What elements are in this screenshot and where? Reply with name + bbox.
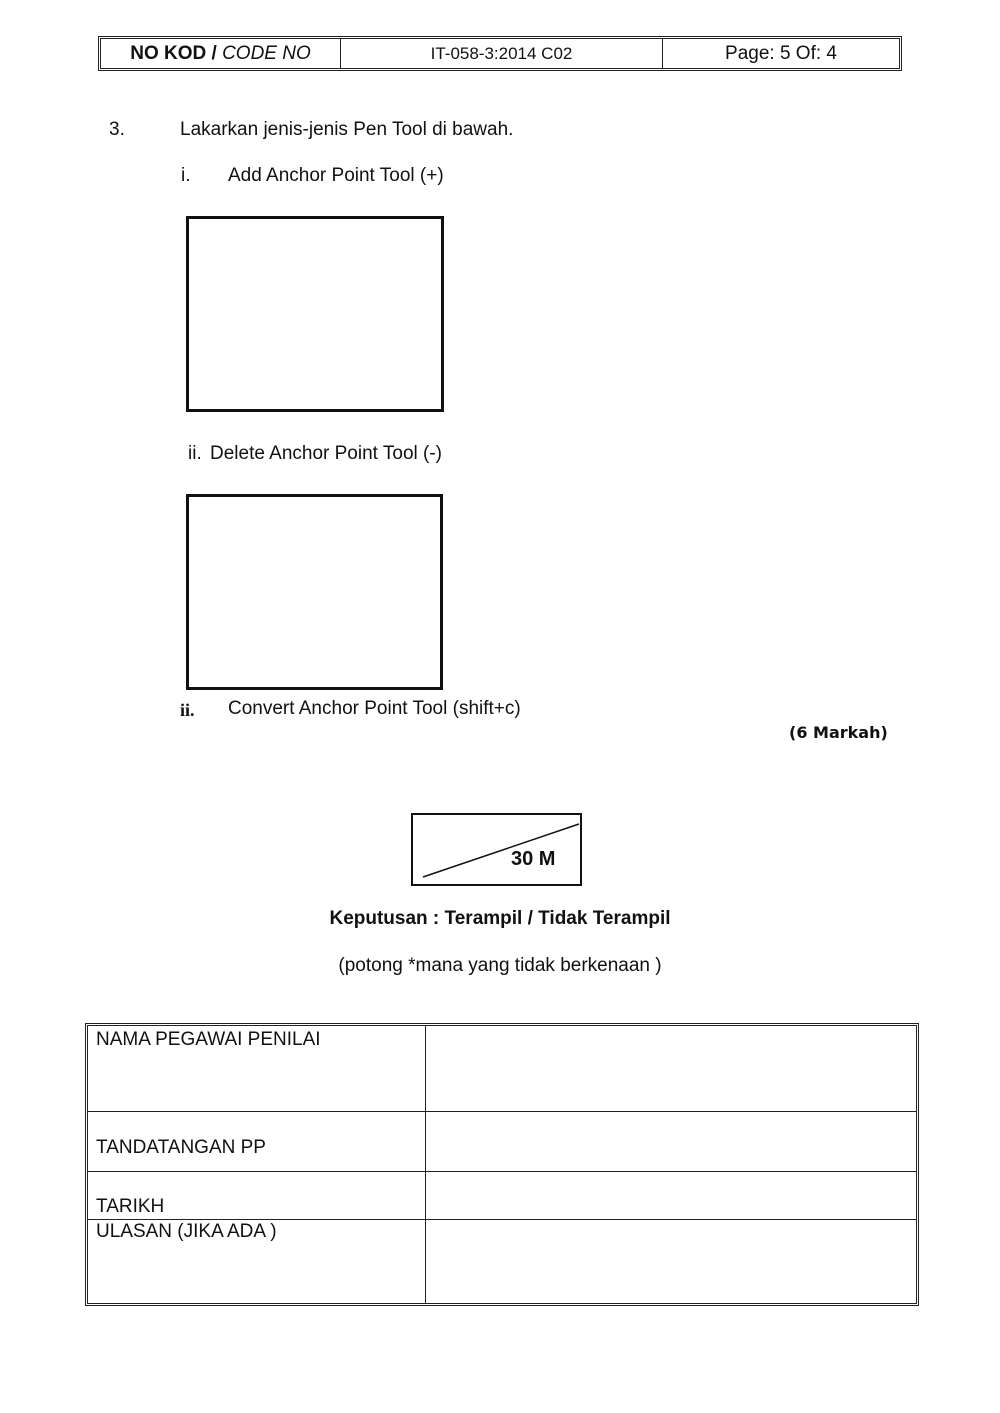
code-label-italic: CODE NO xyxy=(222,42,311,64)
page-number: Page: 5 Of: 4 xyxy=(725,42,837,64)
date-field[interactable] xyxy=(428,1172,916,1219)
remarks-label: ULASAN (JIKA ADA ) xyxy=(96,1221,277,1242)
signoff-table xyxy=(85,1023,919,1306)
question-text: Lakarkan jenis-jenis Pen Tool di bawah. xyxy=(180,119,514,140)
score-diagonal-line xyxy=(413,815,584,888)
header-table xyxy=(98,36,902,71)
score-value: 30 M xyxy=(511,848,556,870)
code-label-bold: NO KOD / xyxy=(130,42,217,64)
date-label: TARIKH xyxy=(96,1196,165,1217)
code-value: IT-058-3:2014 C02 xyxy=(341,39,663,68)
item-2-marker: ii. xyxy=(188,443,202,464)
signoff-row-date xyxy=(88,1171,916,1219)
signoff-row-assessor xyxy=(88,1026,916,1111)
sketch-box-1[interactable] xyxy=(186,216,444,412)
assessor-name-label: NAMA PEGAWAI PENILAI xyxy=(96,1029,321,1050)
assessor-name-field[interactable] xyxy=(428,1026,916,1111)
signoff-row-signature xyxy=(88,1111,916,1171)
item-3-text: Convert Anchor Point Tool (shift+c) xyxy=(228,698,521,719)
decision-text: Keputusan : Terampil / Tidak Terampil xyxy=(329,908,671,929)
signoff-row-remarks xyxy=(88,1219,916,1303)
signature-label: TANDATANGAN PP xyxy=(96,1137,266,1158)
item-3-marker: ii. xyxy=(180,700,195,720)
question-number: 3. xyxy=(109,119,125,140)
remarks-field[interactable] xyxy=(428,1220,916,1303)
signature-field[interactable] xyxy=(428,1112,916,1171)
score-box xyxy=(411,813,582,886)
marks-label: (6 Markah) xyxy=(789,723,888,742)
sketch-box-2[interactable] xyxy=(186,494,443,690)
item-1-marker: i. xyxy=(181,165,191,186)
item-1-text: Add Anchor Point Tool (+) xyxy=(228,165,444,186)
item-2-text: Delete Anchor Point Tool (-) xyxy=(210,443,442,464)
decision-note: (potong *mana yang tidak berkenaan ) xyxy=(338,955,662,976)
code-label-cell xyxy=(101,39,341,68)
